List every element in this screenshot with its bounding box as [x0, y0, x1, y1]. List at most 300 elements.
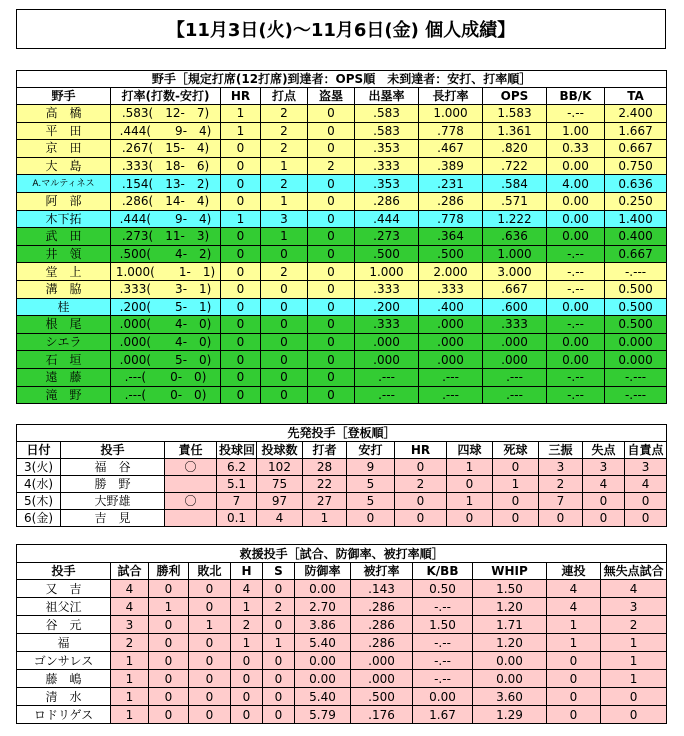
- starter-so: 0: [539, 510, 583, 527]
- batter-slg: .286: [419, 192, 483, 210]
- batter-sb: 0: [308, 280, 355, 298]
- batter-hr: 0: [221, 157, 261, 175]
- reliever-w: 0: [149, 688, 189, 706]
- reliever-name: 藤 嶋: [17, 670, 111, 688]
- batter-row: [17, 316, 667, 334]
- relief-pitcher-row: [17, 706, 667, 724]
- batter-name: 阿 部: [17, 192, 111, 210]
- batter-obp: .444: [355, 210, 419, 228]
- reliever-whip: 1.20: [473, 598, 547, 616]
- column-header: 責任: [165, 442, 217, 459]
- column-header: 三振: [539, 442, 583, 459]
- reliever-w: 1: [149, 598, 189, 616]
- column-header: 打点: [261, 88, 308, 105]
- batter-row: [17, 175, 667, 193]
- starter-h: 0: [347, 510, 395, 527]
- starter-bf: 27: [303, 493, 347, 510]
- batter-avg: .---( 0- 0): [111, 386, 221, 404]
- starter-pitches: 102: [257, 459, 303, 476]
- batter-sb: 0: [308, 140, 355, 158]
- batter-bbk: 0.33: [547, 140, 605, 158]
- starter-date: 6(金): [17, 510, 61, 527]
- column-header: WHIP: [473, 563, 547, 580]
- batter-sb: 0: [308, 210, 355, 228]
- column-header: OPS: [483, 88, 547, 105]
- reliever-w: 0: [149, 634, 189, 652]
- batter-ops: 3.000: [483, 263, 547, 281]
- batter-row: [17, 122, 667, 140]
- starter-hr: 2: [395, 476, 447, 493]
- reliever-kbb: 1.67: [413, 706, 473, 724]
- reliever-name: ゴンサレス: [17, 652, 111, 670]
- batter-slg: .467: [419, 140, 483, 158]
- starter-h: 9: [347, 459, 395, 476]
- relief-pitcher-row: [17, 688, 667, 706]
- reliever-g: 3: [111, 616, 149, 634]
- batter-sb: 0: [308, 298, 355, 316]
- batter-hr: 0: [221, 192, 261, 210]
- starting-pitcher-row: [17, 459, 667, 476]
- reliever-hld: 2: [231, 616, 263, 634]
- starter-hbp: 0: [493, 459, 539, 476]
- batter-hr: 0: [221, 316, 261, 334]
- starter-er: 0: [625, 493, 667, 510]
- batter-rbi: 0: [261, 351, 308, 369]
- reliever-cons: 0: [547, 688, 601, 706]
- reliever-era: 5.40: [295, 688, 351, 706]
- starter-r: 3: [583, 459, 625, 476]
- batter-rbi: 0: [261, 368, 308, 386]
- reliever-kbb: 0.00: [413, 688, 473, 706]
- starter-bf: 28: [303, 459, 347, 476]
- batter-sb: 0: [308, 245, 355, 263]
- batter-ta: -.---: [605, 386, 667, 404]
- batter-bbk: 1.00: [547, 122, 605, 140]
- relief-pitcher-row: [17, 670, 667, 688]
- reliever-l: 0: [189, 688, 231, 706]
- batter-bbk: 0.00: [547, 228, 605, 246]
- column-header: 安打: [347, 442, 395, 459]
- batter-hr: 1: [221, 122, 261, 140]
- reliever-sv: 0: [263, 652, 295, 670]
- batter-rbi: 2: [261, 140, 308, 158]
- column-header: 勝利: [149, 563, 189, 580]
- batter-ops: .---: [483, 386, 547, 404]
- starter-resp: 〇: [165, 459, 217, 476]
- batter-obp: .200: [355, 298, 419, 316]
- batter-slg: .778: [419, 210, 483, 228]
- batter-ta: 0.000: [605, 351, 667, 369]
- batter-hr: 0: [221, 351, 261, 369]
- batter-sb: 0: [308, 192, 355, 210]
- batter-slg: .000: [419, 333, 483, 351]
- relief-pitcher-row: [17, 634, 667, 652]
- reliever-name: 清 水: [17, 688, 111, 706]
- batter-rbi: 1: [261, 192, 308, 210]
- batter-hr: 0: [221, 333, 261, 351]
- column-header: 投球回: [217, 442, 257, 459]
- column-header: HR: [221, 88, 261, 105]
- batter-bbk: 0.00: [547, 157, 605, 175]
- batter-sb: 0: [308, 316, 355, 334]
- batter-rbi: 2: [261, 263, 308, 281]
- batter-obp: .333: [355, 157, 419, 175]
- batter-avg: .444( 9- 4): [111, 122, 221, 140]
- starter-so: 3: [539, 459, 583, 476]
- starter-date: 4(水): [17, 476, 61, 493]
- batter-avg: .500( 4- 2): [111, 245, 221, 263]
- starter-resp: [165, 476, 217, 493]
- batter-row: [17, 157, 667, 175]
- batter-ops: .000: [483, 333, 547, 351]
- batter-sb: 0: [308, 368, 355, 386]
- reliever-era: 3.86: [295, 616, 351, 634]
- batter-name: シエラ: [17, 333, 111, 351]
- reliever-scoreless: 3: [601, 598, 667, 616]
- reliever-scoreless: 1: [601, 670, 667, 688]
- column-header: 打者: [303, 442, 347, 459]
- batter-ops: .600: [483, 298, 547, 316]
- reliever-oba: .286: [351, 634, 413, 652]
- batter-ta: 1.400: [605, 210, 667, 228]
- batter-name: 桂: [17, 298, 111, 316]
- batter-avg: .200( 5- 1): [111, 298, 221, 316]
- reliever-cons: 4: [547, 580, 601, 598]
- starter-hbp: 0: [493, 510, 539, 527]
- batter-rbi: 0: [261, 386, 308, 404]
- batter-sb: 0: [308, 386, 355, 404]
- batter-row: [17, 228, 667, 246]
- relief-pitcher-row: [17, 580, 667, 598]
- batter-hr: 0: [221, 140, 261, 158]
- reliever-cons: 1: [547, 634, 601, 652]
- reliever-name: 祖父江: [17, 598, 111, 616]
- reliever-sv: 2: [263, 598, 295, 616]
- reliever-sv: 0: [263, 688, 295, 706]
- batter-row: [17, 386, 667, 404]
- batter-rbi: 2: [261, 175, 308, 193]
- column-header: TA: [605, 88, 667, 105]
- column-header: 連投: [547, 563, 601, 580]
- column-header: 防御率: [295, 563, 351, 580]
- batter-ops: .667: [483, 280, 547, 298]
- reliever-hld: 1: [231, 598, 263, 616]
- batter-slg: .400: [419, 298, 483, 316]
- batter-row: [17, 368, 667, 386]
- starter-ip: 6.2: [217, 459, 257, 476]
- batter-name: 平 田: [17, 122, 111, 140]
- batter-name: 滝 野: [17, 386, 111, 404]
- reliever-hld: 4: [231, 580, 263, 598]
- batter-slg: .778: [419, 122, 483, 140]
- batter-obp: 1.000: [355, 263, 419, 281]
- starter-er: 4: [625, 476, 667, 493]
- starter-r: 4: [583, 476, 625, 493]
- reliever-whip: 1.50: [473, 580, 547, 598]
- reliever-whip: 0.00: [473, 652, 547, 670]
- batter-hr: 0: [221, 245, 261, 263]
- batter-sb: 0: [308, 263, 355, 281]
- batter-row: [17, 245, 667, 263]
- relief-caption: 救援投手［試合、防御率、被打率順］: [17, 545, 667, 563]
- batter-obp: .000: [355, 333, 419, 351]
- column-header: 無失点試合: [601, 563, 667, 580]
- reliever-scoreless: 0: [601, 688, 667, 706]
- batter-slg: .500: [419, 245, 483, 263]
- batter-sb: 0: [308, 351, 355, 369]
- page-title: 【11月3日(火)～11月6日(金) 個人成績】: [16, 9, 666, 49]
- batter-obp: .286: [355, 192, 419, 210]
- reliever-oba: .286: [351, 616, 413, 634]
- reliever-hld: 0: [231, 670, 263, 688]
- batter-rbi: 1: [261, 157, 308, 175]
- starter-r: 0: [583, 510, 625, 527]
- batter-ta: 0.636: [605, 175, 667, 193]
- starter-bb: 0: [447, 510, 493, 527]
- relief-pitcher-row: [17, 652, 667, 670]
- starter-hr: 0: [395, 459, 447, 476]
- starter-pitches: 75: [257, 476, 303, 493]
- relief-pitcher-row: [17, 598, 667, 616]
- batter-obp: .333: [355, 316, 419, 334]
- starter-bf: 1: [303, 510, 347, 527]
- starter-h: 5: [347, 476, 395, 493]
- column-header: 出塁率: [355, 88, 419, 105]
- starter-resp: [165, 510, 217, 527]
- reliever-kbb: -.--: [413, 634, 473, 652]
- batter-row: [17, 333, 667, 351]
- batter-obp: .353: [355, 140, 419, 158]
- batter-ops: .333: [483, 316, 547, 334]
- batter-bbk: -.--: [547, 316, 605, 334]
- reliever-l: 0: [189, 598, 231, 616]
- column-header: 失点: [583, 442, 625, 459]
- reliever-oba: .000: [351, 670, 413, 688]
- reliever-g: 4: [111, 598, 149, 616]
- batter-bbk: -.--: [547, 386, 605, 404]
- batter-avg: .583( 12- 7): [111, 105, 221, 123]
- batter-hr: 1: [221, 105, 261, 123]
- batter-ta: 0.500: [605, 280, 667, 298]
- batter-ops: 1.583: [483, 105, 547, 123]
- batter-bbk: 0.00: [547, 298, 605, 316]
- batter-hr: 0: [221, 368, 261, 386]
- reliever-oba: .286: [351, 598, 413, 616]
- starter-pitches: 4: [257, 510, 303, 527]
- batter-slg: .---: [419, 368, 483, 386]
- batter-sb: 0: [308, 175, 355, 193]
- column-header: HR: [395, 442, 447, 459]
- batter-rbi: 0: [261, 298, 308, 316]
- batter-sb: 0: [308, 122, 355, 140]
- starter-ip: 0.1: [217, 510, 257, 527]
- batter-name: 石 垣: [17, 351, 111, 369]
- starter-bf: 22: [303, 476, 347, 493]
- batter-sb: 0: [308, 105, 355, 123]
- starting-caption: 先発投手［登板順］: [17, 425, 667, 442]
- reliever-cons: 4: [547, 598, 601, 616]
- batter-rbi: 0: [261, 280, 308, 298]
- batter-obp: .273: [355, 228, 419, 246]
- batter-name: 遠 藤: [17, 368, 111, 386]
- batter-bbk: 0.00: [547, 351, 605, 369]
- reliever-g: 2: [111, 634, 149, 652]
- reliever-sv: 0: [263, 616, 295, 634]
- batter-ta: 0.500: [605, 316, 667, 334]
- batting-caption: 野手［規定打席(12打席)到達者：OPS順 未到達者：安打、打率順］: [17, 71, 667, 88]
- batter-ta: 2.400: [605, 105, 667, 123]
- batter-ta: -.---: [605, 368, 667, 386]
- reliever-w: 0: [149, 652, 189, 670]
- column-header: 四球: [447, 442, 493, 459]
- batter-slg: .---: [419, 386, 483, 404]
- reliever-scoreless: 2: [601, 616, 667, 634]
- batter-row: [17, 351, 667, 369]
- starter-name: 吉 見: [61, 510, 165, 527]
- batter-sb: 0: [308, 228, 355, 246]
- starter-h: 5: [347, 493, 395, 510]
- batter-avg: .154( 13- 2): [111, 175, 221, 193]
- relief-pitchers-table: [16, 544, 667, 724]
- batter-bbk: -.--: [547, 105, 605, 123]
- column-header: 盗塁: [308, 88, 355, 105]
- starter-hr: 0: [395, 510, 447, 527]
- batter-name: 大 島: [17, 157, 111, 175]
- batter-slg: .231: [419, 175, 483, 193]
- reliever-l: 0: [189, 652, 231, 670]
- batter-avg: .333( 3- 1): [111, 280, 221, 298]
- starter-hbp: 1: [493, 476, 539, 493]
- starter-date: 5(木): [17, 493, 61, 510]
- batter-ta: 0.250: [605, 192, 667, 210]
- starter-er: 0: [625, 510, 667, 527]
- reliever-era: 5.79: [295, 706, 351, 724]
- starter-date: 3(火): [17, 459, 61, 476]
- batter-avg: 1.000( 1- 1): [111, 263, 221, 281]
- batter-slg: .000: [419, 351, 483, 369]
- reliever-w: 0: [149, 616, 189, 634]
- batter-name: 高 橋: [17, 105, 111, 123]
- batter-hr: 1: [221, 210, 261, 228]
- reliever-l: 0: [189, 670, 231, 688]
- batter-ta: 0.667: [605, 245, 667, 263]
- reliever-kbb: 1.50: [413, 616, 473, 634]
- reliever-cons: 0: [547, 652, 601, 670]
- column-header: 敗北: [189, 563, 231, 580]
- batter-hr: 0: [221, 263, 261, 281]
- starter-bb: 0: [447, 476, 493, 493]
- batter-ta: 0.400: [605, 228, 667, 246]
- column-header: 野手: [17, 88, 111, 105]
- batter-slg: .333: [419, 280, 483, 298]
- reliever-sv: 0: [263, 670, 295, 688]
- column-header: 日付: [17, 442, 61, 459]
- reliever-cons: 1: [547, 616, 601, 634]
- batter-name: 溝 脇: [17, 280, 111, 298]
- starting-pitcher-row: [17, 510, 667, 527]
- batter-row: [17, 140, 667, 158]
- batter-ops: .722: [483, 157, 547, 175]
- batter-ta: 0.750: [605, 157, 667, 175]
- starter-pitches: 97: [257, 493, 303, 510]
- column-header: H: [231, 563, 263, 580]
- column-header: 死球: [493, 442, 539, 459]
- reliever-name: 福: [17, 634, 111, 652]
- batter-obp: .333: [355, 280, 419, 298]
- reliever-kbb: -.--: [413, 652, 473, 670]
- batter-ta: 0.667: [605, 140, 667, 158]
- batter-name: 堂 上: [17, 263, 111, 281]
- batter-row: [17, 263, 667, 281]
- column-header: S: [263, 563, 295, 580]
- starter-name: 福 谷: [61, 459, 165, 476]
- reliever-whip: 0.00: [473, 670, 547, 688]
- starter-ip: 5.1: [217, 476, 257, 493]
- batter-bbk: -.--: [547, 368, 605, 386]
- batter-rbi: 0: [261, 245, 308, 263]
- batter-hr: 0: [221, 298, 261, 316]
- starting-pitchers-table: [16, 424, 667, 527]
- reliever-hld: 0: [231, 652, 263, 670]
- batter-slg: 1.000: [419, 105, 483, 123]
- batter-avg: .000( 4- 0): [111, 316, 221, 334]
- batter-bbk: 0.00: [547, 192, 605, 210]
- starter-r: 0: [583, 493, 625, 510]
- reliever-g: 4: [111, 580, 149, 598]
- column-header: 投手: [17, 563, 111, 580]
- batter-obp: .583: [355, 122, 419, 140]
- batter-obp: .000: [355, 351, 419, 369]
- column-header: 投球数: [257, 442, 303, 459]
- batter-obp: .500: [355, 245, 419, 263]
- starter-bb: 1: [447, 459, 493, 476]
- starter-ip: 7: [217, 493, 257, 510]
- batter-bbk: 4.00: [547, 175, 605, 193]
- batter-slg: .364: [419, 228, 483, 246]
- batter-avg: .267( 15- 4): [111, 140, 221, 158]
- batter-rbi: 2: [261, 122, 308, 140]
- batter-row: [17, 192, 667, 210]
- reliever-l: 0: [189, 634, 231, 652]
- batter-avg: .444( 9- 4): [111, 210, 221, 228]
- reliever-scoreless: 4: [601, 580, 667, 598]
- starter-hbp: 0: [493, 493, 539, 510]
- batter-avg: .---( 0- 0): [111, 368, 221, 386]
- batter-obp: .---: [355, 386, 419, 404]
- reliever-cons: 0: [547, 706, 601, 724]
- batter-ta: 0.000: [605, 333, 667, 351]
- reliever-sv: 1: [263, 634, 295, 652]
- column-header: 自責点: [625, 442, 667, 459]
- batter-ops: .820: [483, 140, 547, 158]
- starter-er: 3: [625, 459, 667, 476]
- batter-name: 木下拓: [17, 210, 111, 228]
- starting-pitcher-row: [17, 476, 667, 493]
- batter-row: [17, 280, 667, 298]
- reliever-l: 0: [189, 706, 231, 724]
- reliever-g: 1: [111, 670, 149, 688]
- batter-avg: .000( 5- 0): [111, 351, 221, 369]
- batter-ta: 0.500: [605, 298, 667, 316]
- reliever-g: 1: [111, 652, 149, 670]
- batter-ops: .571: [483, 192, 547, 210]
- relief-pitcher-row: [17, 616, 667, 634]
- reliever-kbb: -.--: [413, 670, 473, 688]
- batter-bbk: -.--: [547, 263, 605, 281]
- batter-name: 京 田: [17, 140, 111, 158]
- batting-table: [16, 70, 667, 404]
- reliever-name: 又 吉: [17, 580, 111, 598]
